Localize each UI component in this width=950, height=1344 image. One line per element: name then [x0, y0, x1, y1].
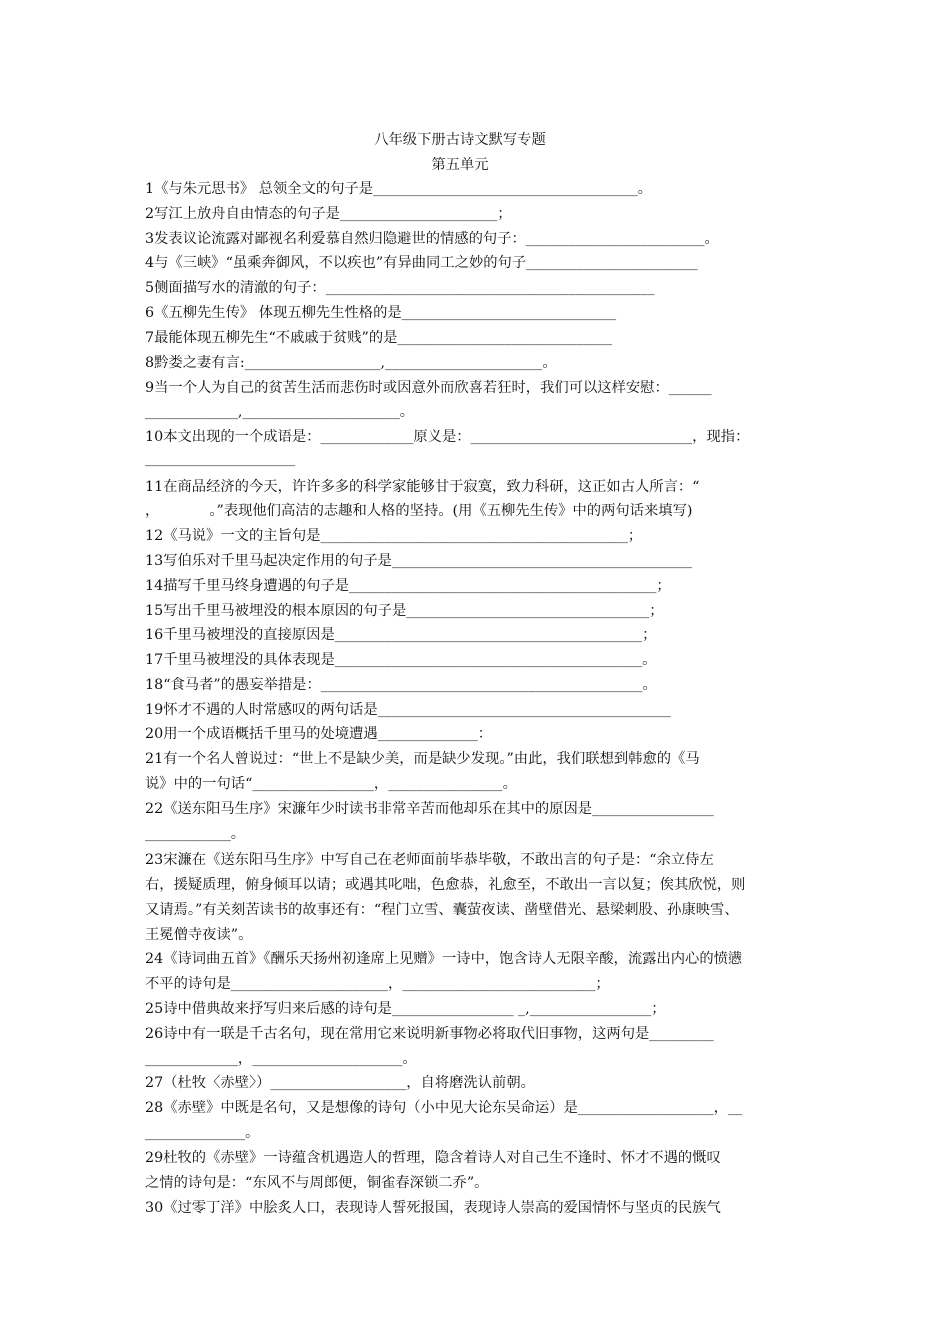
question-line: 11在商品经济的今天，许许多多的科学家能够甘于寂寞，致力科研，这正如古人所言：“ — [145, 479, 700, 495]
question-line: 29杜牧的《赤壁》一诗蕴含机遇造人的哲理，隐含着诗人对自己生不逢时、怀才不遇的慨叹 — [145, 1150, 721, 1166]
question-line: 17千里马被埋没的具体表现是___________________________________________。 — [145, 652, 657, 668]
question-line: 30《过零丁洋》中脍炙人口，表现诗人誓死报国，表现诗人崇高的爱国情怀与坚贞的民族气 — [145, 1200, 721, 1216]
question-line: ______________。 — [145, 1125, 260, 1141]
question-line: _____________，_____________________。 — [145, 1051, 417, 1067]
document-subtitle: 第五单元 — [431, 157, 489, 173]
question-line: 说》中的一句话“_________________，________________。 — [145, 776, 517, 792]
question-line: 不平的诗句是______________________，___________________________； — [145, 976, 610, 992]
question-line: 13写伯乐对千里马起决定作用的句子是__________________________________________ — [145, 553, 693, 569]
question-line: 王冕僧寺夜读”。 — [145, 927, 253, 943]
question-line: 7最能体现五柳先生“不戚戚于贫贱”的是______________________________ — [145, 330, 612, 346]
question-line: 5侧面描写水的清澈的句子：______________________________________________ — [145, 280, 655, 296]
question-line: 12《马说》一文的主旨句是___________________________________________； — [145, 528, 643, 544]
question-line: 9当一个人为自己的贫苦生活而悲伤时或因意外而欣喜若狂时，我们可以这样安慰：______ — [145, 380, 712, 396]
question-line: 22《送东阳马生序》宋濂年少时读书非常辛苦而他却乐在其中的原因是_________________ — [145, 801, 714, 817]
question-line: 16千里马被埋没的直接原因是___________________________________________； — [145, 627, 657, 643]
question-line: 3发表议论流露对鄙视名利爱慕自然归隐避世的情感的句子：_________________________。 — [145, 231, 719, 247]
question-line: 14描写千里马终身遭遇的句子是___________________________________________； — [145, 578, 671, 594]
question-line: 6《五柳先生传》 体现五柳先生性格的是______________________________ — [145, 305, 617, 321]
question-line: 又请焉。”有关刻苦读书的故事还有：“程门立雪、囊萤夜读、凿壁借光、悬梁刺股、孙康映雪、 — [145, 902, 739, 918]
document-title: 八年级下册古诗文默写专题 — [374, 132, 546, 148]
question-line: 23宋濂在《送东阳马生序》中写自己在老师面前毕恭毕敬，不敢出言的句子是：“余立侍左 — [145, 852, 714, 868]
question-line: 26诗中有一联是千古名句，现在常用它来说明新事物必将取代旧事物，这两句是_________ — [145, 1026, 714, 1042]
question-line: 2写江上放舟自由情态的句子是______________________； — [145, 206, 512, 222]
question-line: 20用一个成语概括千里马的处境遭遇______________： — [145, 726, 493, 742]
question-line: _____________,______________________。 — [145, 404, 415, 420]
question-line: ____________。 — [145, 826, 246, 842]
question-line: 19怀才不遇的人时常感叹的两句话是_________________________________________ — [145, 702, 671, 718]
question-line: 右，援疑质理，俯身倾耳以请；或遇其叱咄，色愈恭，礼愈至，不敢出一言以复；俟其欣悦，则 — [145, 877, 746, 893]
question-line: 21有一个名人曾说过：“世上不是缺少美，而是缺少发现。”由此，我们联想到韩愈的《马 — [145, 751, 700, 767]
question-line: 1《与朱元思书》 总领全文的句子是_____________________________________。 — [145, 181, 652, 197]
question-line: 24《诗词曲五首》《酬乐天扬州初逢席上见赠》一诗中，饱含诗人无限辛酸，流露出内心的愤懑 — [145, 951, 743, 967]
question-line: 25诗中借典故来抒写归来后感的诗句是_________________ _,_________________； — [145, 1001, 666, 1017]
question-line: 4与《三峡》“虽乘奔御风，不以疾也”有异曲同工之妙的句子________________________ — [145, 255, 698, 271]
question-line: 10本文出现的一个成语是：_____________原义是：_______________________________，现指： — [145, 429, 750, 445]
question-line: 28《赤壁》中既是名句，又是想像的诗句（小中见大论东吴命运）是___________________，__ — [145, 1100, 743, 1116]
question-line: 之情的诗句是：“东风不与周郎便，铜雀春深锁二乔”。 — [145, 1175, 489, 1191]
question-line: 15写出千里马被埋没的根本原因的句子是__________________________________； — [145, 603, 664, 619]
question-line: _____________________ — [145, 451, 296, 467]
question-line: ， 。”表现他们高洁的志趣和人格的坚持。(用《五柳先生传》中的两句话来填写) — [145, 503, 693, 519]
question-line: 27（杜牧〈赤壁〉）___________________，自将磨洗认前朝。 — [145, 1075, 535, 1091]
question-line: 18“食马者”的愚妄举措是：_____________________________________________。 — [145, 677, 657, 693]
question-line: 8黔娄之妻有言:___________________,______________________。 — [145, 355, 557, 371]
